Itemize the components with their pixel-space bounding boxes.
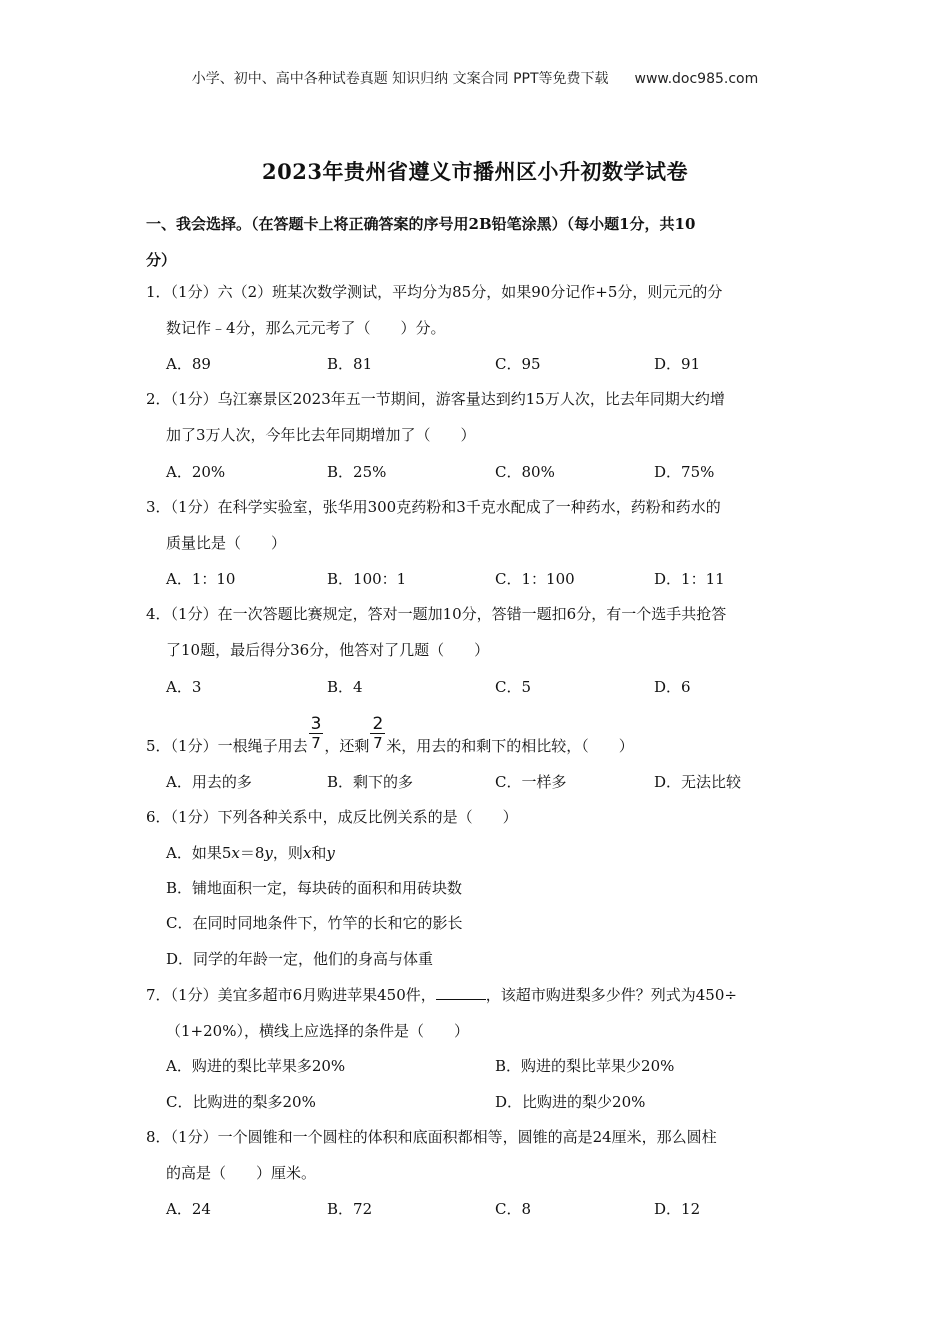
header-tagline: 小学、初中、高中各种试卷真题 知识归纳 文案合同 PPT等免费下载 (191, 71, 609, 87)
question-4-stem-line2: 了10题，最后得分36分，他答对了几题（ ） (166, 641, 490, 659)
section-heading-line2: 分） (146, 251, 177, 269)
question-5-stem (146, 713, 812, 766)
question-2-stem-line2: 加了3万人次，今年比去年同期增加了（ ） (166, 426, 476, 444)
question-2-stem-line1: 2．（1分）乌江寨景区2023年五一节期间，游客量达到约15万人次，比去年同期大约增 (146, 390, 725, 408)
question-8-option-d[interactable]: D．12 (654, 1200, 701, 1218)
question-4-options (166, 669, 812, 705)
question-6-option-a[interactable] (166, 835, 335, 871)
question-7 (146, 977, 812, 1049)
question-6-option-b[interactable]: B．铺地面积一定，每块砖的面积和用砖块数 (166, 879, 463, 897)
section-heading-line1: 一、我会选择。（在答题卡上将正确答案的序号用2B铅笔涂黑）（每小题1分，共10 (146, 215, 696, 233)
question-8-option-b[interactable]: B．72 (327, 1200, 373, 1218)
question-8-options (166, 1191, 812, 1227)
question-4-option-d[interactable]: D．6 (654, 678, 691, 696)
question-6-option-c[interactable]: C．在同时同地条件下，竹竿的长和它的影长 (166, 914, 463, 932)
question-4-option-a[interactable]: A．3 (166, 678, 202, 696)
question-2-option-a[interactable]: A．20% (166, 463, 226, 481)
question-3-stem-line2: 质量比是（ ） (166, 534, 287, 552)
fraction-3-7 (309, 715, 324, 752)
option-text: ＝8 (239, 844, 265, 862)
question-7-stem-line1 (146, 977, 812, 1013)
question-1-option-a[interactable]: A．89 (166, 355, 211, 373)
question-3 (146, 489, 812, 561)
question-2-option-c[interactable]: C．80% (495, 463, 555, 481)
question-5-option-a[interactable]: A．用去的多 (166, 773, 252, 791)
fraction-denominator: 7 (311, 733, 321, 752)
question-5-option-c[interactable]: C．一样多 (495, 773, 567, 791)
section-heading (146, 206, 812, 278)
variable-x: x (231, 844, 240, 862)
page-header (0, 68, 950, 88)
question-5-suffix: 米，用去的和剩下的相比较，（ ） (386, 737, 634, 755)
question-5-middle: ，还剩 (324, 737, 370, 755)
question-4-stem-line1: 4．（1分）在一次答题比赛规定，答对一题加10分，答错一题扣6分，有一个选手共抢答 (146, 605, 727, 623)
variable-y: y (326, 844, 335, 862)
question-7-option-d[interactable]: D．比购进的梨少20% (495, 1093, 646, 1111)
question-1 (146, 274, 812, 346)
answer-blank (436, 985, 486, 1000)
question-2-options (166, 454, 812, 490)
question-5-option-b[interactable]: B．剩下的多 (327, 773, 414, 791)
question-4-option-c[interactable]: C．5 (495, 678, 532, 696)
question-3-stem-line1: 3．（1分）在科学实验室，张华用300克药粉和3千克水配成了一种药水，药粉和药水的 (146, 498, 721, 516)
question-5-option-d[interactable]: D．无法比较 (654, 773, 742, 791)
question-5-prefix: 5．（1分）一根绳子用去 (146, 737, 308, 755)
question-6-stem: 6．（1分）下列各种关系中，成反比例关系的是（ ） (146, 808, 518, 826)
question-1-options (166, 346, 812, 382)
question-7-stem-part2: ，该超市购进梨多少件？列式为450÷ (485, 986, 737, 1004)
question-8 (146, 1119, 812, 1191)
question-6 (146, 799, 812, 835)
question-3-option-a[interactable]: A．1：10 (166, 570, 236, 588)
question-7-options-row1 (166, 1048, 812, 1084)
option-text: A．如果5 (166, 844, 232, 862)
variable-y: y (264, 844, 273, 862)
fraction-numerator: 2 (372, 713, 384, 734)
question-6-option-d[interactable]: D．同学的年龄一定，他们的身高与体重 (166, 950, 434, 968)
question-1-stem-line2: 数记作﹣4分，那么元元考了（ ）分。 (166, 319, 446, 337)
question-7-option-b[interactable]: B．购进的梨比苹果少20% (495, 1057, 675, 1075)
header-site-link[interactable]: www.doc985.com (634, 71, 759, 87)
fraction-2-7 (370, 715, 385, 752)
question-4 (146, 596, 812, 668)
question-7-options-row2 (166, 1084, 812, 1120)
question-3-option-d[interactable]: D．1：11 (654, 570, 725, 588)
question-1-option-d[interactable]: D．91 (654, 355, 701, 373)
question-1-stem-line1: 1．（1分）六（2）班某次数学测试，平均分为85分，如果90分记作+5分，则元元的分 (146, 283, 723, 301)
question-5-options (166, 764, 812, 800)
question-4-option-b[interactable]: B．4 (327, 678, 363, 696)
exam-title: 2023年贵州省遵义市播州区小升初数学试卷 (262, 159, 688, 184)
question-8-stem-line2: 的高是（ ）厘米。 (166, 1164, 317, 1182)
fraction-denominator: 7 (373, 733, 383, 752)
variable-x: x (302, 844, 312, 862)
option-text: 和 (311, 844, 327, 862)
question-3-options (166, 561, 812, 597)
question-1-option-c[interactable]: C．95 (495, 355, 541, 373)
question-7-stem-line2: （1+20%），横线上应选择的条件是（ ） (166, 1022, 469, 1040)
question-1-option-b[interactable]: B．81 (327, 355, 373, 373)
question-2-option-b[interactable]: B．25% (327, 463, 387, 481)
question-7-option-a[interactable]: A．购进的梨比苹果多20% (166, 1057, 346, 1075)
fraction-numerator: 3 (310, 713, 322, 734)
question-8-option-c[interactable]: C．8 (495, 1200, 532, 1218)
question-5 (146, 713, 812, 766)
question-7-option-c[interactable]: C．比购进的梨多20% (166, 1093, 316, 1111)
question-2-option-d[interactable]: D．75% (654, 463, 715, 481)
question-8-option-a[interactable]: A．24 (166, 1200, 211, 1218)
question-3-option-b[interactable]: B．100：1 (327, 570, 407, 588)
question-8-stem-line1: 8．（1分）一个圆锥和一个圆柱的体积和底面积都相等，圆锥的高是24厘米，那么圆柱 (146, 1128, 717, 1146)
question-3-option-c[interactable]: C．1：100 (495, 570, 575, 588)
question-2 (146, 381, 812, 453)
question-7-stem-part1: 7．（1分）美宜多超市6月购进苹果450件， (146, 986, 436, 1004)
option-text: ，则 (272, 844, 303, 862)
